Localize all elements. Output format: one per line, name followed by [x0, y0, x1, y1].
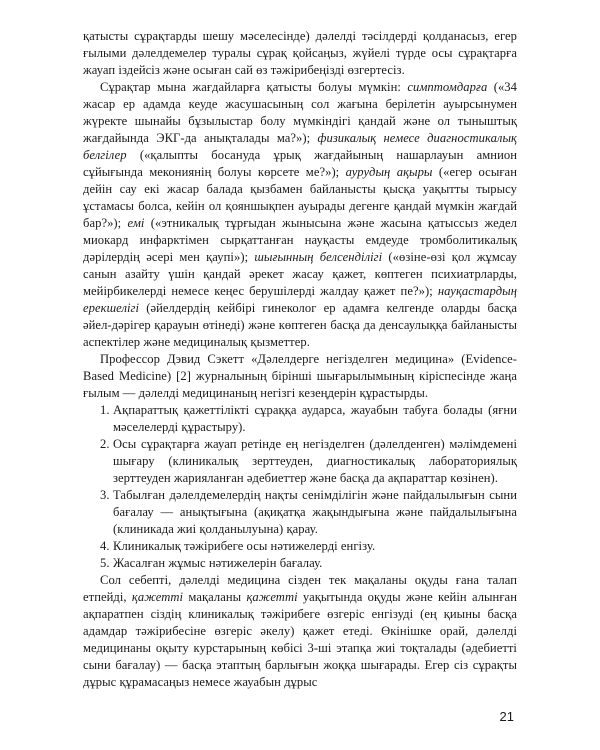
list-item-text: Табылған дәлелдемелердің нақты сенімділігін және пайдалылығын сыни бағалау — анықтығына (ақиқатқа жақындығына және пайдалылығына (клиникада жиі қолданылуына) қарау.	[113, 488, 517, 536]
list-item-number: 1.	[100, 403, 110, 417]
paragraph-question-types	[83, 79, 517, 351]
list-item-text: Ақпараттық қажеттілікті сұраққа аударса, жауабын табуға болады (яғни мәселелерді құрастыру).	[113, 403, 517, 434]
list-item-number: 3.	[100, 488, 110, 502]
document-page	[83, 28, 517, 691]
text-run: («егер осыған дейін сау екі жасар балада қызбамен байланысты қысқа уақытты тырысу ұстамасы болса, кейін ол қояншықпен ауырады дегенге қандай мүмкін жағдай бар?»);	[83, 165, 517, 230]
text-run: (әйелдердің кейбірі гинеколог ер адамға келгенде оларды басқа әйел-дәрігер қарауын өтінеді) және көптеген басқа да денсаулыққа байланысты аспектілер және медициналық қызметтер.	[83, 301, 517, 349]
page-number: 21	[499, 709, 514, 724]
emphasis-required: қажетті	[246, 590, 298, 604]
text-run: («34 жасар ер адамда кеуде жасушасының сол жағына берілетін ауырсынумен жүректе шынайы бұзылыстар болу мүмкіндігі қандай және ол тыныштық жағдайында ЭКГ-да анықталады ма?»);	[83, 80, 518, 145]
paragraph-sackett: Профессор Дэвид Сэкетт «Дәлелдерге негізделген медицина» (Evidence-Based Medicine) [2] журналының бірінші шығарылымының кіріспесінде жаңа ғылым — дәлелді медицинаның негізгі кезеңдерін құрастырды.	[83, 352, 517, 400]
text-run: («этникалық тұрғыдан жынысына және жасына қатыссыз жедел миокард инфарктімен сырқаттанған науқасты емдеуде тромболитикалық дәрілердің әсері мен қаупі»);	[83, 216, 518, 264]
emphasis-cost-effectiveness: шығынның белсенділігі	[254, 250, 383, 264]
paragraph-conclusion	[83, 572, 517, 691]
steps-list	[83, 402, 517, 572]
emphasis-symptoms: симптомдарға	[407, 80, 488, 94]
list-item-text: Жасалған жұмыс нәтижелерін бағалау.	[113, 556, 323, 570]
paragraph-intro: қатысты сұрақтарды шешу мәселесінде) дәлелді тәсілдерді қолданасыз, егер ғылыми дәлелдемелер туралы сұрақ қойсаңыз, жүйелі түрде осы сұрақтарға жауап іздейсіз және осыған сай өз тәжірибеңізді өзгертесіз.	[83, 29, 517, 77]
list-item-text: Осы сұрақтарға жауап ретінде ең негізделген (дәлелденген) мәлімдемені шығару (клиникалық зерттеуден, диагностикалық лабораториялық зерттеуден жарияланған әдебиеттер және басқа да ақпараттар көзінен).	[113, 437, 517, 485]
list-item	[83, 487, 517, 538]
list-item	[83, 555, 517, 572]
emphasis-patient-specifics: науқастардың ерекшелігі	[83, 284, 517, 315]
text-run: мақаланы	[183, 590, 247, 604]
text-run: («қалыпты босануда ұрық жағдайының нашарлауын амнион сұйығында мекониянің болуы көрсете ме?»);	[83, 148, 517, 179]
list-item	[83, 538, 517, 555]
list-item-text: Клиникалық тәжірибеге осы нәтижелерді енгізу.	[113, 539, 376, 553]
list-item-number: 4.	[100, 539, 110, 553]
emphasis-required: қажетті	[131, 590, 184, 604]
list-item-number: 5.	[100, 556, 110, 570]
text-run: уақытында оқуды және кейін алынған ақпаратпен сіздің клиникалық тәжірибеге өзгеріс енгізуді (ең қиыны басқа адамдар тәжірибесіне өзгеріс әкелу) қажет етеді. Өкінішке орай, дәлелді медицинаны оқыту курстарының көбісі 3-ші этапқа жиі тоқталады (әдебиетті сыни бағалау) — басқа этаптың барлығын жоққа шығарады. Егер сіз сұрақты дұрыс құрамасаңыз немесе жауабын дұрыс	[83, 590, 517, 689]
list-item	[83, 402, 517, 436]
emphasis-treatment: емі	[127, 216, 145, 230]
text-run: («өзіне-өзі қол жұмсау санын азайту үшін қандай әрекет жасау қажет, көптеген психиатрларды, мейірбикелерді немесе кеңес берушілерді жалдау қажет пе?»);	[83, 250, 517, 298]
emphasis-disease-outcome: аурудың ақыры	[345, 165, 433, 179]
text-run: Сұрақтар мына жағдайларға қатысты болуы мүмкін:	[100, 80, 408, 94]
list-item-number: 2.	[100, 437, 110, 451]
emphasis-physical-signs: физикалық немесе диагностикалық белгілер	[83, 131, 517, 162]
list-item	[83, 436, 517, 487]
text-run: Сол себепті, дәлелді медицина сізден тек мақаланы оқуды ғана талап етпейді,	[83, 573, 517, 604]
